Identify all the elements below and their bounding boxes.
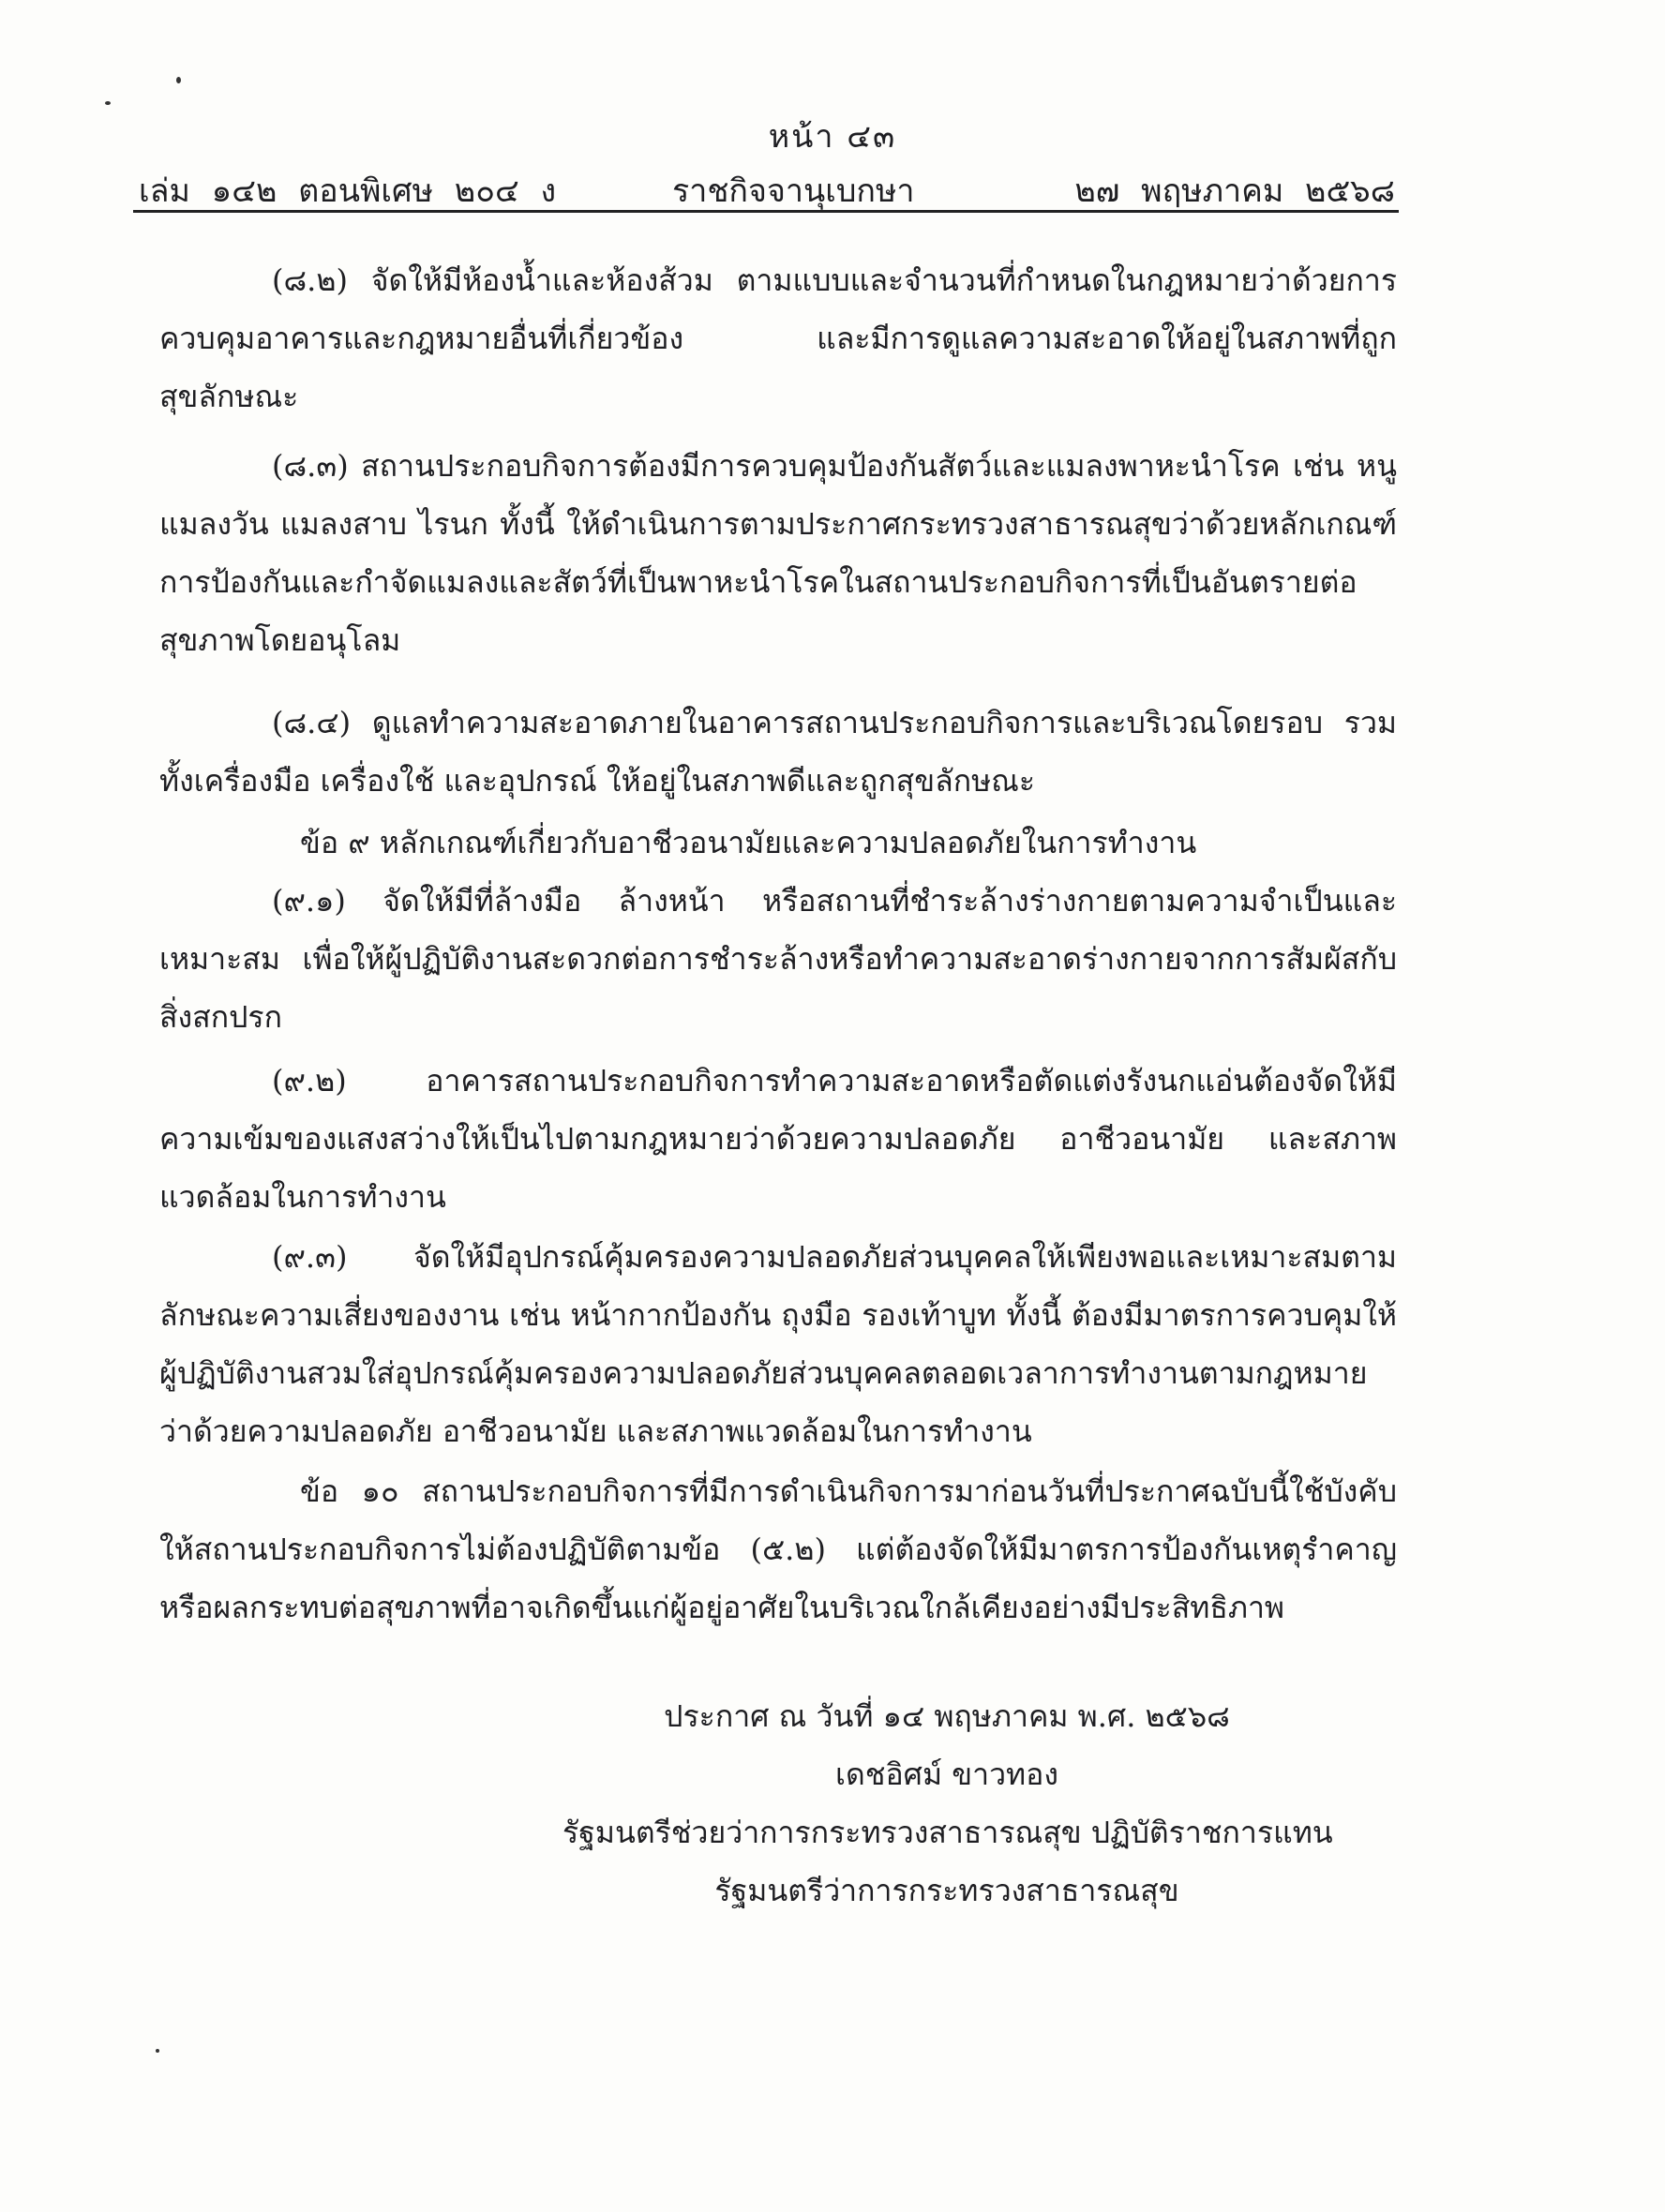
signer-position: รัฐมนตรีช่วยว่าการกระทรวงสาธารณสุข ปฏิบัติราชการแทน	[562, 1815, 1333, 1850]
scan-speck	[176, 77, 181, 83]
gazette-name: ราชกิจจานุเบกษา	[672, 172, 915, 210]
scan-speck	[156, 2049, 159, 2053]
volume-issue: เล่ม ๑๔๒ ตอนพิเศษ ๒๐๔ ง	[139, 172, 557, 210]
scan-speck	[105, 101, 111, 105]
clause-8-2: (๘.๒) จัดให้มีห้องน้ำและห้องส้วม ตามแบบและจำนวนที่กำหนดในกฎหมายว่าด้วยการควบคุมอาคารและกฎหมายอื่นที่เกี่ยวข้อง และมีการดูแลความสะอาดให้อยู่ในสภาพที่ถูกสุขลักษณะ	[159, 262, 1397, 414]
clause-9-3: (๙.๓) จัดให้มีอุปกรณ์คุ้มครองความปลอดภัยส่วนบุคคลให้เพียงพอและเหมาะสมตามลักษณะความเสี่ยงของงาน เช่น หน้ากากป้องกัน ถุงมือ รองเท้าบูท ทั้งนี้ ต้องมีมาตรการควบคุมให้ผู้ปฏิบัติงานสวมใส่อุปกรณ์คุ้มครองความปลอดภัยส่วนบุคคลตลอดเวลาการทำงานตามกฎหมายว่าด้วยความปลอดภัย อาชีวอนามัย และสภาพแวดล้อมในการทำงาน	[159, 1239, 1397, 1449]
clause-8-4: (๘.๔) ดูแลทำความสะอาดภายในอาคารสถานประกอบกิจการและบริเวณโดยรอบ รวมทั้งเครื่องมือ เครื่องใช้ และอุปกรณ์ ให้อยู่ในสภาพดีและถูกสุขลักษณะ	[159, 705, 1397, 799]
clause-8-3: (๘.๓) สถานประกอบกิจการต้องมีการควบคุมป้องกันสัตว์และแมลงพาหะนำโรค เช่น หนู แมลงวัน แมลงสาบ ไรนก ทั้งนี้ ให้ดำเนินการตามประกาศกระทรวงสาธารณสุขว่าด้วยหลักเกณฑ์การป้องกันและกำจัดแมลงและสัตว์ที่เป็นพาหะนำโรคในสถานประกอบกิจการที่เป็นอันตรายต่อสุขภาพโดยอนุโลม	[159, 448, 1398, 658]
page-number: หน้า ๔๓	[768, 118, 897, 156]
section-10: ข้อ ๑๐ สถานประกอบกิจการที่มีการดำเนินกิจการมาก่อนวันที่ประกาศฉบับนี้ใช้บังคับให้สถานประกอบกิจการไม่ต้องปฏิบัติตามข้อ (๕.๒) แต่ต้องจัดให้มีมาตรการป้องกันเหตุรำคาญหรือผลกระทบต่อสุขภาพที่อาจเกิดขึ้นแก่ผู้อยู่อาศัยในบริเวณใกล้เคียงอย่างมีประสิทธิภาพ	[159, 1473, 1397, 1625]
clause-9-2: (๙.๒) อาคารสถานประกอบกิจการทำความสะอาดหรือตัดแต่งรังนกแอ่นต้องจัดให้มีความเข้มของแสงสว่างให้เป็นไปตามกฎหมายว่าด้วยความปลอดภัย อาชีวอนามัย และสภาพแวดล้อมในการทำงาน	[159, 1063, 1397, 1215]
signer-name: เดชอิศม์ ขาวทอง	[835, 1756, 1058, 1792]
clause-9-1: (๙.๑) จัดให้มีที่ล้างมือ ล้างหน้า หรือสถานที่ชำระล้างร่างกายตามความจำเป็นและเหมาะสม เพื่อให้ผู้ปฏิบัติงานสะดวกต่อการชำระล้างหรือทำความสะอาดร่างกายจากการสัมผัสกับสิ่งสกปรก	[159, 883, 1397, 1035]
gazette-date: ๒๗ พฤษภาคม ๒๕๖๘	[1074, 172, 1395, 210]
signature-block	[562, 1687, 1331, 1920]
section-9-heading: ข้อ ๙ หลักเกณฑ์เกี่ยวกับอาชีวอนามัยและความปลอดภัยในการทำงาน	[300, 825, 1197, 860]
announced-date: ประกาศ ณ วันที่ ๑๔ พฤษภาคม พ.ศ. ๒๕๖๘	[664, 1698, 1230, 1734]
gazette-header	[133, 157, 1399, 213]
signer-position-2: รัฐมนตรีว่าการกระทรวงสาธารณสุข	[714, 1873, 1179, 1908]
